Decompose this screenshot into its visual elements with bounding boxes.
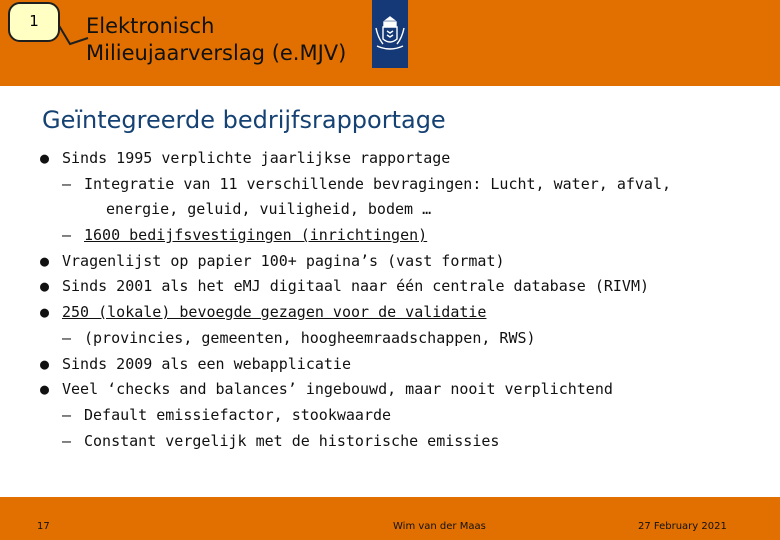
header-title-line1: Elektronisch bbox=[86, 14, 215, 38]
slide-title: Geïntegreerde bedrijfsrapportage bbox=[42, 106, 446, 134]
list-item: ● Sinds 1995 verplichte jaarlijkse rapportage bbox=[40, 146, 760, 172]
sub-list-item: – 1600 bedijfsvestigingen (inrichtingen) bbox=[40, 223, 760, 249]
callout-badge: 1 bbox=[8, 2, 60, 42]
dash-marker: – bbox=[62, 431, 72, 450]
dash-marker: – bbox=[62, 405, 72, 424]
coat-of-arms-icon bbox=[372, 16, 408, 56]
sub-list-item: – Integratie van 11 verschillende bevragingen: Lucht, water, afval, bbox=[40, 172, 760, 198]
footer-date: 27 February 2021 bbox=[638, 521, 727, 532]
bullet-dot: ● bbox=[40, 149, 50, 167]
bullet-dot: ● bbox=[40, 277, 50, 296]
list-item: ● Sinds 2001 als het eMJ digitaal naar één centrale database (RIVM) bbox=[40, 274, 760, 300]
sub-list-item: – Constant vergelijk met de historische emissies bbox=[40, 429, 760, 455]
bullet-dot: ● bbox=[40, 251, 50, 270]
slide-footer bbox=[0, 497, 780, 540]
bullet-dot: ● bbox=[40, 303, 50, 322]
list-item: ● Sinds 2009 als een webapplicatie bbox=[40, 352, 760, 378]
bullet-dot: ● bbox=[40, 380, 50, 399]
dash-marker: – bbox=[62, 328, 72, 347]
slide-header bbox=[0, 0, 780, 86]
list-item: ● Veel ‘checks and balances’ ingebouwd, maar nooit verplichtend bbox=[40, 377, 760, 403]
dash-marker: – bbox=[62, 226, 72, 245]
header-title-line2: Milieujaarverslag (e.MJV) bbox=[86, 41, 347, 65]
footer-author: Wim van der Maas bbox=[393, 521, 486, 532]
page-number: 17 bbox=[37, 521, 50, 532]
header-title bbox=[86, 13, 346, 67]
bullet-list bbox=[40, 146, 760, 454]
list-item: ● Vragenlijst op papier 100+ pagina’s (vast format) bbox=[40, 249, 760, 275]
list-item: ● 250 (lokale) bevoegde gezagen voor de validatie bbox=[40, 300, 760, 326]
bullet-dot: ● bbox=[40, 354, 50, 373]
government-logo bbox=[372, 0, 408, 68]
dash-marker: – bbox=[62, 174, 72, 193]
sub-list-item: – (provincies, gemeenten, hoogheemraadschappen, RWS) bbox=[40, 326, 760, 352]
sub-list-item: – Default emissiefactor, stookwaarde bbox=[40, 403, 760, 429]
sub-list-item-continuation: energie, geluid, vuiligheid, bodem … bbox=[106, 200, 432, 219]
